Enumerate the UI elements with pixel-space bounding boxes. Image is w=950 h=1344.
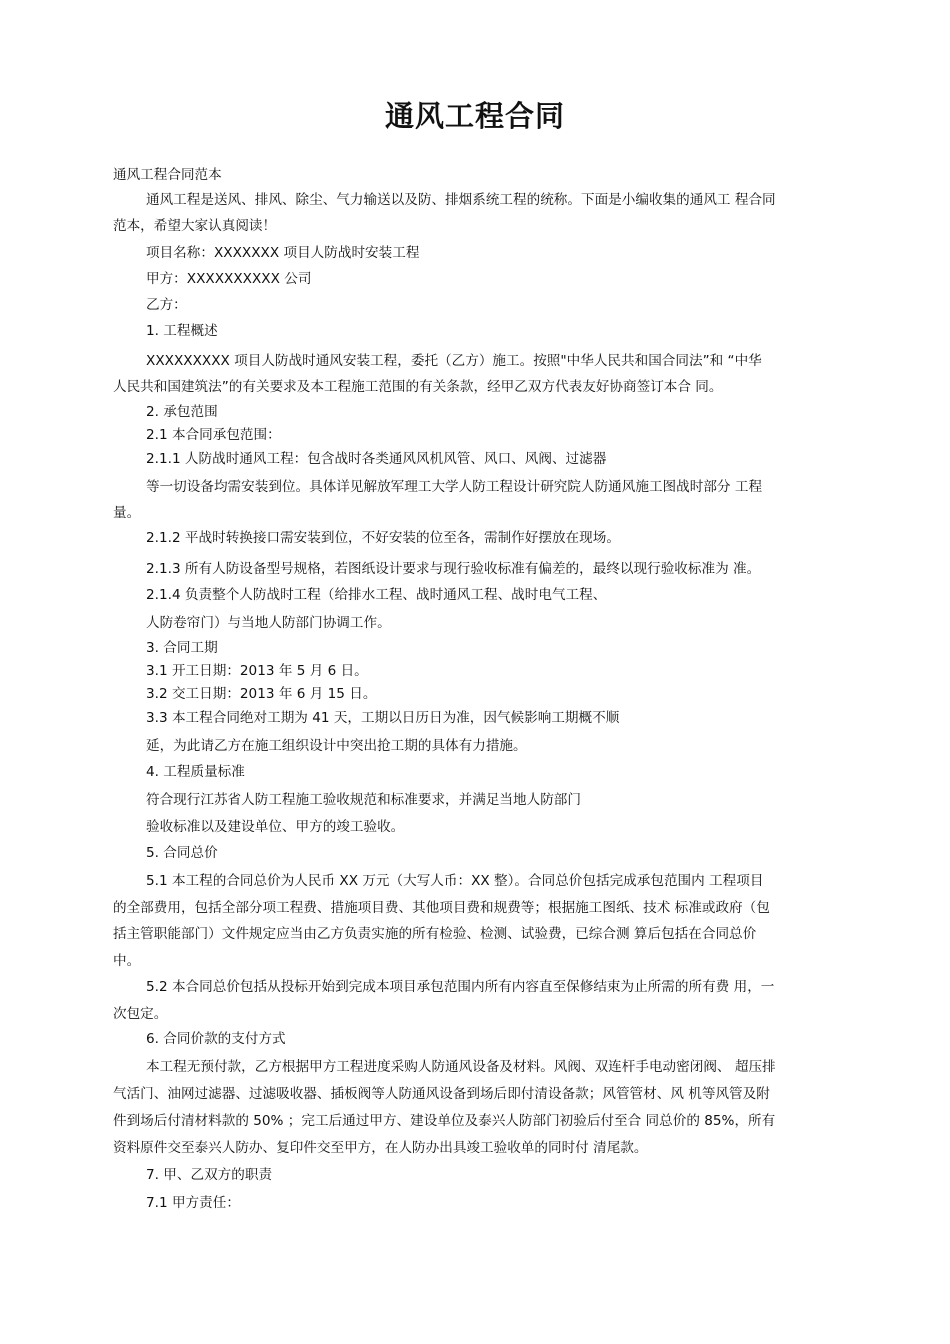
text-line: 3.3 本工程合同绝对工期为 41 天，工期以日历日为准，因气候影响工期概不顺: [146, 710, 620, 726]
text-line: 等一切设备均需安装到位。具体详见解放军理工大学人防工程设计研究院人防通风施工图战时部分 工程: [146, 479, 763, 495]
text-line: 件到场后付清材料款的 50% ；完工后通过甲方、建设单位及泰兴人防部门初验后付至合 同总价的 85%，所有: [113, 1113, 776, 1129]
text-line: 5.2 本合同总价包括从投标开始到完成本项目承包范围内所有内容直至保修结束为止所需的所有费 用，一: [146, 979, 775, 995]
text-line: 延，为此请乙方在施工组织设计中突出抢工期的具体有力措施。: [146, 738, 527, 754]
text-line: 通风工程是送风、排风、除尘、气力输送以及防、排烟系统工程的统称。下面是小编收集的通风工 程合同: [146, 192, 776, 208]
text-line: 2.1.3 所有人防设备型号规格，若图纸设计要求与现行验收标准有偏差的，最终以现行验收标准为 准。: [146, 561, 761, 577]
text-line: 气活门、油网过滤器、过滤吸收器、插板阀等人防通风设备到场后即付清设备款；风管管材、风 机等风管及附: [113, 1086, 770, 1102]
text-line: 本工程无预付款，乙方根据甲方工程进度采购人防通风设备及材料。风阀、双连杆手电动密闭阀、 超压排: [146, 1059, 776, 1075]
text-line: 7.1 甲方责任：: [146, 1195, 240, 1211]
document-title: 通风工程合同: [384, 99, 565, 133]
text-line: 资料原件交至泰兴人防办、复印件交至甲方，在人防办出具竣工验收单的同时付 清尾款。: [113, 1140, 648, 1156]
section-heading: 3. 合同工期: [146, 640, 218, 656]
text-line: 人民共和国建筑法”的有关要求及本工程施工范围的有关条款，经甲乙双方代表友好协商签订本合 同。: [113, 379, 723, 395]
text-line: 甲方：XXXXXXXXXX 公司: [146, 271, 312, 287]
text-line: 2.1.4 负责整个人防战时工程（给排水工程、战时通风工程、战时电气工程、: [146, 587, 607, 603]
text-line: 中。: [113, 953, 141, 969]
text-line: 项目名称：XXXXXXX 项目人防战时安装工程: [146, 245, 420, 261]
text-line: 乙方：: [146, 297, 187, 313]
text-line: 次包定。: [113, 1006, 168, 1022]
text-line: 2.1.1 人防战时通风工程：包含战时各类通风风机风管、风口、风阀、过滤器: [146, 451, 607, 467]
text-line: 2.1 本合同承包范围：: [146, 427, 281, 443]
text-line: 量。: [113, 505, 141, 521]
section-heading: 4. 工程质量标准: [146, 764, 245, 780]
text-line: 2.1.2 平战时转换接口需安装到位，不好安装的位至各，需制作好摆放在现场。: [146, 530, 620, 546]
section-heading: 2. 承包范围: [146, 404, 218, 420]
section-heading: 1. 工程概述: [146, 323, 218, 339]
text-line: 验收标准以及建设单位、甲方的竣工验收。: [146, 819, 405, 835]
text-line: 3.1 开工日期：2013 年 5 月 6 日。: [146, 663, 368, 679]
text-line: 符合现行江苏省人防工程施工验收规范和标准要求，并满足当地人防部门: [146, 792, 581, 808]
section-heading: 7. 甲、乙双方的职责: [146, 1167, 273, 1183]
text-line: 3.2 交工日期：2013 年 6 月 15 日。: [146, 686, 377, 702]
section-heading: 5. 合同总价: [146, 845, 218, 861]
text-line: XXXXXXXXX 项目人防战时通风安装工程，委托（乙方）施工。按照"中华人民共和国合同法”和 “中华: [146, 353, 762, 369]
section-heading: 6. 合同价款的支付方式: [146, 1031, 286, 1047]
text-line: 通风工程合同范本: [113, 167, 222, 183]
text-line: 人防卷帘门）与当地人防部门协调工作。: [146, 615, 391, 631]
text-line: 的全部费用，包括全部分项工程费、措施项目费、其他项目费和规费等；根据施工图纸、技术 标准或政府（包: [113, 900, 770, 916]
text-line: 5.1 本工程的合同总价为人民币 XX 万元（大写人币：XX 整）。合同总价包括完成承包范围内 工程项目: [146, 873, 764, 889]
text-line: 范本，希望大家认真阅读！: [113, 218, 277, 234]
text-line: 括主管职能部门）文件规定应当由乙方负责实施的所有检验、检测、试验费，已综合测 算后包括在合同总价: [113, 926, 757, 942]
